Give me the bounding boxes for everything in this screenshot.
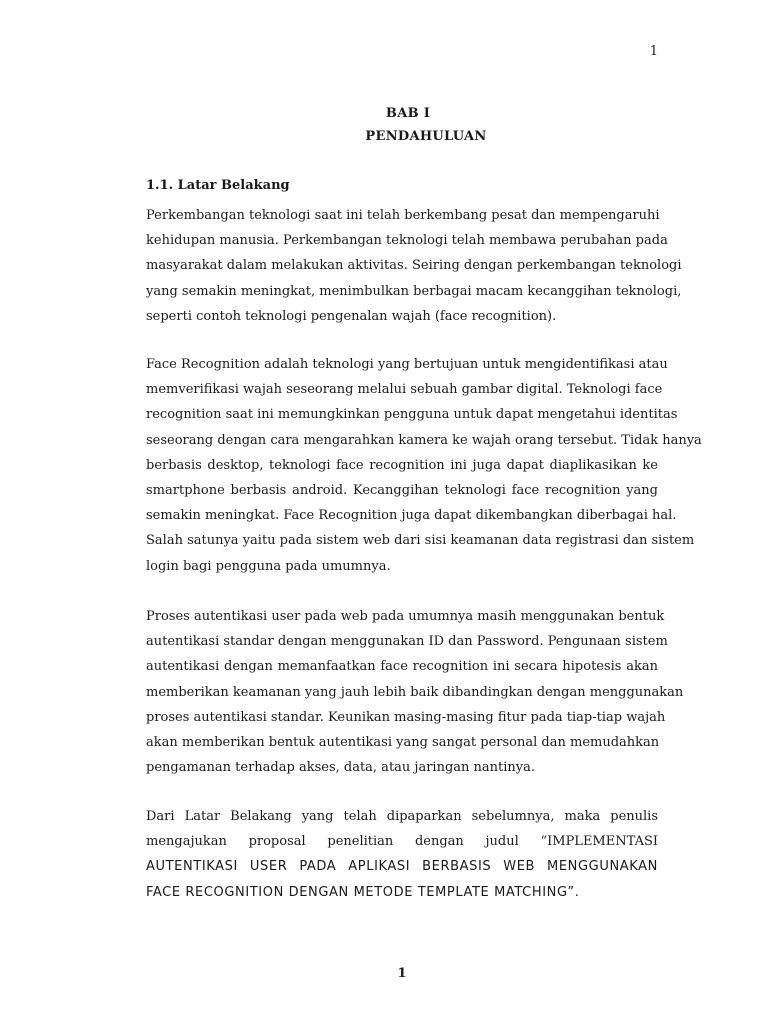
paragraph-line: autentikasi dengan memanfaatkan face recognition ini secara hipotesis akan xyxy=(146,659,658,675)
paragraph-line: Face Recognition adalah teknologi yang bertujuan untuk mengidentifikasi atau xyxy=(146,357,668,372)
paragraph-line: kehidupan manusia. Perkembangan teknologi telah membawa perubahan pada xyxy=(146,233,668,249)
paragraph-line: proses autentikasi standar. Keunikan masing-masing fitur pada tiap-tiap wajah xyxy=(146,709,666,725)
paragraph-line: memverifikasi wajah seseorang melalui sebuah gambar digital. Teknologi face xyxy=(146,382,663,398)
paragraph-line: akan memberikan bentuk autentikasi yang sangat personal dan memudahkan xyxy=(146,734,660,750)
paragraph-3 xyxy=(146,604,684,780)
chapter-label: BAB I xyxy=(385,106,431,121)
paragraph-line: smartphone berbasis android. Kecanggihan teknologi face recognition yang xyxy=(146,482,658,498)
paragraph-line: masyarakat dalam melakukan aktivitas. Seiring dengan perkembangan teknologi xyxy=(146,258,682,274)
paragraph-line: seseorang dengan cara mengarahkan kamera ke wajah orang tersebut. Tidak hanya xyxy=(146,432,702,448)
paragraph-line: Dari Latar Belakang yang telah dipaparkan sebelumnya, maka penulis xyxy=(146,809,658,824)
paragraph-line: semakin meningkat. Face Recognition juga dapat dikembangkan diberbagai hal. xyxy=(146,508,677,524)
paragraph-4 xyxy=(146,804,658,905)
paragraph-line: yang semakin meningkat, menimbulkan berbagai macam kecanggihan teknologi, xyxy=(146,283,682,299)
paragraph-line: seperti contoh teknologi pengenalan wajah (face recognition). xyxy=(146,308,557,324)
paragraph-line: Proses autentikasi user pada web pada umumnya masih menggunakan bentuk xyxy=(146,609,665,624)
paragraph-line: login bagi pengguna pada umumnya. xyxy=(146,558,391,574)
paragraph-line: autentikasi standar dengan menggunakan ID dan Password. Pengunaan sistem xyxy=(146,634,668,650)
paragraph-line: berbasis desktop, teknologi face recognition ini juga dapat diaplikasikan ke xyxy=(146,457,658,473)
section-heading: 1.1. Latar Belakang xyxy=(146,178,290,193)
paragraph-line: recognition saat ini memungkinkan pengguna untuk dapat mengetahui identitas xyxy=(146,407,678,423)
paragraph-1 xyxy=(146,203,682,329)
chapter-title: PENDAHULUAN xyxy=(365,129,487,144)
paragraph-2 xyxy=(146,352,702,579)
paragraph-line: Perkembangan teknologi saat ini telah berkembang pesat dan mempengaruhi xyxy=(146,208,660,223)
paragraph-line: Salah satunya yaitu pada sistem web dari sisi keamanan data registrasi dan sistem xyxy=(146,533,695,549)
paragraph-line: FACE RECOGNITION DENGAN METODE TEMPLATE MATCHING”. xyxy=(146,884,580,900)
paragraph-line: mengajukan proposal penelitian dengan judul “IMPLEMENTASI xyxy=(146,834,658,850)
footer-page-number: 1 xyxy=(397,966,407,981)
header-page-number: 1 xyxy=(649,44,658,59)
paragraph-line: memberikan keamanan yang jauh lebih baik dibandingkan dengan menggunakan xyxy=(146,684,684,700)
paragraph-line: AUTENTIKASI USER PADA APLIKASI BERBASIS WEB MENGGUNAKAN xyxy=(146,859,658,875)
paragraph-line: pengamanan terhadap akses, data, atau jaringan nantinya. xyxy=(146,760,535,776)
